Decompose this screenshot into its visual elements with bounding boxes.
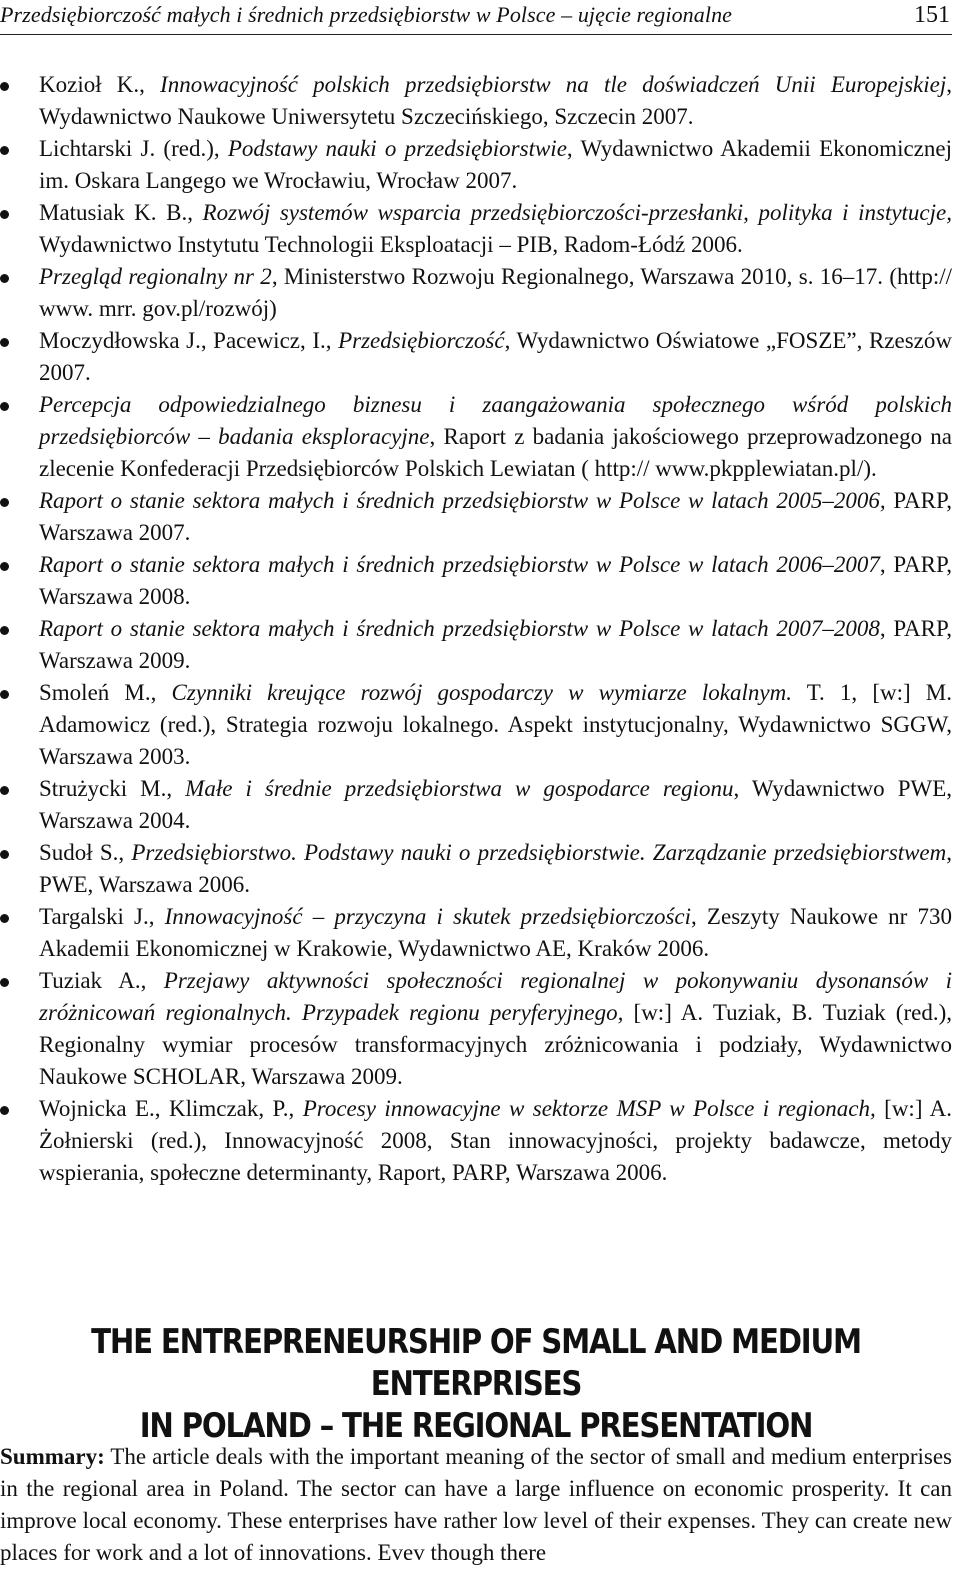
summary-text: The article deals with the important meaning of the sector of small and medium enterprises in the regional area in Poland. The sector can have a large influence on economic prosperity. It can improve local economy. These enterprises have rather low level of their expenses. They can create new places for work and a lot of innovations. Evev though there — [0, 1444, 952, 1565]
bibliography-entry — [0, 69, 952, 133]
entry-publication: , PWE, Warszawa 2006. — [39, 840, 952, 897]
bullet-icon — [0, 82, 9, 91]
entry-author: Moczydłowska J., Pacewicz, I., — [39, 328, 339, 353]
page-number: 151 — [914, 2, 950, 28]
summary-label: Summary: — [0, 1444, 105, 1469]
entry-publication: , Zeszyty Naukowe nr 730 Akademii Ekonomicznej w Krakowie, Wydawnictwo AE, Kraków 2006. — [39, 904, 952, 961]
entry-author: Sudoł S., — [39, 840, 132, 865]
bullet-icon — [0, 402, 9, 411]
bibliography-entry — [0, 197, 952, 261]
entry-title: Innowacyjność polskich przedsiębiorstw na tle doświadczeń Unii Europejskiej — [160, 72, 947, 97]
bibliography-entry — [0, 901, 952, 965]
entry-title: Raport o stanie sektora małych i średnich przedsiębiorstw w Polsce w latach 2006–2007 — [39, 552, 880, 577]
entry-title: Przegląd regionalny nr 2 — [39, 264, 272, 289]
entry-author: Smoleń M., — [39, 680, 172, 705]
entry-publication: , PARP, Warszawa 2009. — [39, 616, 952, 673]
bibliography-entry — [0, 773, 952, 837]
bullet-icon — [0, 978, 9, 987]
entry-publication: , Wydawnictwo Akademii Ekonomicznej im. Oskara Langego we Wrocławiu, Wrocław 2007. — [39, 136, 952, 193]
bibliography-entry — [0, 133, 952, 197]
entry-publication: , Raport z badania jakościowego przeprowadzonego na zlecenie Konfederacji Przedsiębiorców Polskich Lewiatan ( http:// www.pkpplewiatan.pl/). — [39, 424, 952, 481]
entry-publication: T. 1, [w:] M. Adamowicz (red.), Strategia rozwoju lokalnego. Aspekt instytucjonalny, Wydawnictwo SGGW, Warszawa 2003. — [39, 680, 952, 769]
bibliography-entry — [0, 485, 952, 549]
english-title-line-1: THE ENTREPRENEURSHIP OF SMALL AND MEDIUM ENTERPRISES — [91, 1322, 861, 1404]
entry-publication: , Wydawnictwo Oświatowe „FOSZE”, Rzeszów 2007. — [39, 328, 952, 385]
bullet-icon — [0, 786, 9, 795]
bullet-icon — [0, 850, 9, 859]
bullet-icon — [0, 338, 9, 347]
entry-author: Wojnicka E., Klimczak, P., — [39, 1096, 303, 1121]
entry-title: Rozwój systemów wsparcia przedsiębiorczości-przesłanki, polityka i instytucje, — [202, 200, 952, 225]
entry-title: Percepcja odpowiedzialnego biznesu i zaangażowania społecznego wśród polskich przedsiębiorców – badania eksploracyjne — [39, 392, 952, 449]
entry-publication: Wydawnictwo Instytutu Technologii Eksploatacji – PIB, Radom-Łódź 2006. — [39, 232, 743, 257]
entry-title: Małe i średnie przedsiębiorstwa w gospodarce regionu — [185, 776, 734, 801]
entry-publication: PARP, Warszawa 2007. — [39, 488, 952, 545]
entry-publication: , Ministerstwo Rozwoju Regionalnego, Warszawa 2010, s. 16–17. (http:// www. mrr. gov.pl/rozwój) — [39, 264, 952, 321]
bibliography-entry — [0, 677, 952, 773]
bullet-icon — [0, 1106, 9, 1115]
running-header — [0, 0, 952, 35]
entry-author: Strużycki M., — [39, 776, 186, 801]
bibliography-entry — [0, 325, 952, 389]
entry-title: Procesy innowacyjne w sektorze MSP w Polsce i regionach, — [302, 1096, 876, 1121]
entry-publication: [w:] A. Tuziak, B. Tuziak (red.), Regionalny wymiar procesów transformacyjnych zróżnicowania i podziały, Wydawnictwo Naukowe SCHOLAR, Warszawa 2009. — [39, 1000, 952, 1089]
bibliography-entry — [0, 549, 952, 613]
entry-publication: , PARP, Warszawa 2008. — [39, 552, 952, 609]
entry-title: Czynniki kreujące rozwój gospodarczy w wymiarze lokalnym. — [171, 680, 792, 705]
entry-publication: [w:] A. Żołnierski (red.), Innowacyjność 2008, Stan innowacyjności, projekty badawcze, metody wspierania, społeczne determinanty, Raport, PARP, Warszawa 2006. — [39, 1096, 952, 1185]
bullet-icon — [0, 626, 9, 635]
english-title — [67, 1321, 886, 1447]
entry-title: Raport o stanie sektora małych i średnich przedsiębiorstw w Polsce w latach 2007–2008 — [39, 616, 880, 641]
entry-author: Kozioł K., — [39, 72, 161, 97]
bibliography-entry — [0, 261, 952, 325]
entry-title: Innowacyjność – przyczyna i skutek przedsiębiorczości — [164, 904, 692, 929]
entry-title: Przedsiębiorstwo. Podstawy nauki o przedsiębiorstwie. Zarządzanie przedsiębiorstwem — [131, 840, 947, 865]
bibliography-entry — [0, 389, 952, 485]
entry-title: Podstawy nauki o przedsiębiorstwie — [227, 136, 567, 161]
entry-title: Raport o stanie sektora małych i średnich przedsiębiorstw w Polsce w latach 2005–2006, — [39, 488, 886, 513]
bibliography-entry — [0, 837, 952, 901]
bullet-icon — [0, 210, 9, 219]
entry-title: Przejawy aktywności społeczności regionalnej w pokonywaniu dysonansów i zróżnicowań regionalnych. Przypadek regionu peryferyjnego, — [39, 968, 953, 1025]
summary-paragraph — [0, 1441, 952, 1569]
bullet-icon — [0, 274, 9, 283]
bibliography-entry — [0, 1093, 952, 1189]
entry-author: Matusiak K. B., — [39, 200, 203, 225]
bullet-icon — [0, 498, 9, 507]
entry-publication: , Wydawnictwo Naukowe Uniwersytetu Szczecińskiego, Szczecin 2007. — [39, 72, 952, 129]
bullet-icon — [0, 690, 9, 699]
bibliography-entry — [0, 965, 952, 1093]
bibliography-entry — [0, 613, 952, 677]
bibliography-list — [0, 69, 952, 1189]
entry-title: Przedsiębiorczość — [338, 328, 505, 353]
entry-author: Tuziak A., — [39, 968, 164, 993]
bullet-icon — [0, 562, 9, 571]
bullet-icon — [0, 914, 9, 923]
english-title-line-2: IN POLAND – THE REGIONAL PRESENTATION — [139, 1406, 813, 1446]
entry-author: Targalski J., — [39, 904, 165, 929]
entry-publication: , Wydawnictwo PWE, Warszawa 2004. — [39, 776, 952, 833]
running-title: Przedsiębiorczość małych i średnich przedsiębiorstw w Polsce – ujęcie regionalne — [0, 2, 733, 27]
entry-author: Lichtarski J. (red.), — [39, 136, 228, 161]
bullet-icon — [0, 146, 9, 155]
